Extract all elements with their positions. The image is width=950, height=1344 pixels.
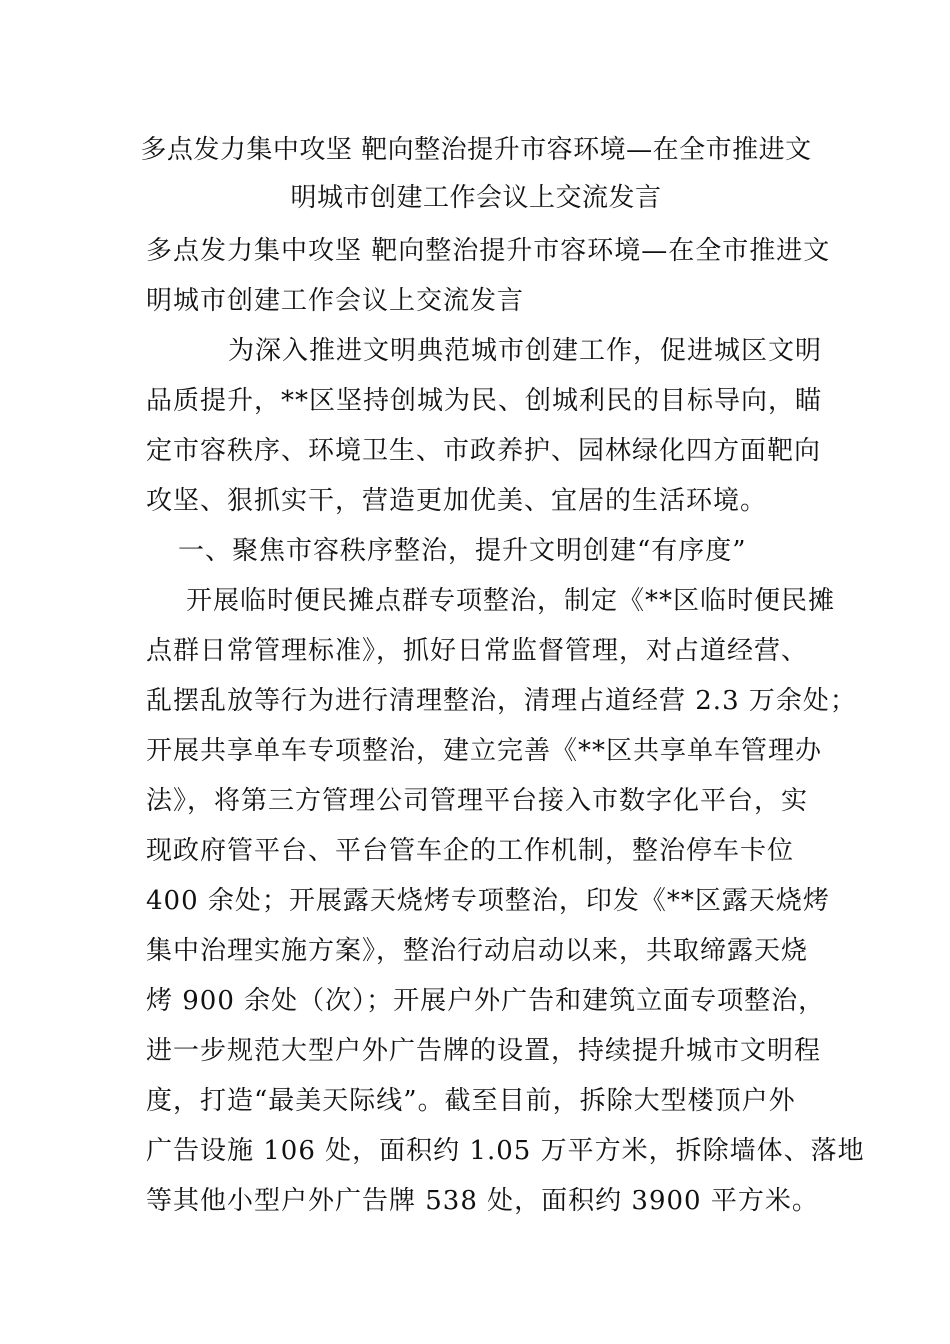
title-repeat-line: 多点发力集中攻坚 靶向整治提升市容环境—在全市推进文 [146, 236, 831, 266]
title-line: 多点发力集中攻坚 靶向整治提升市容环境—在全市推进文 [140, 135, 812, 165]
intro-line: 为深入推进文明典范城市创建工作，促进城区文明 [228, 336, 823, 366]
paragraph-line: 度，打造“最美天际线”。截至目前，拆除大型楼顶户外 [146, 1086, 796, 1116]
section-heading: 一、聚焦市容秩序整治，提升文明创建“有序度” [178, 536, 747, 566]
document-title [140, 126, 812, 222]
title-line: 明城市创建工作会议上交流发言 [290, 183, 662, 213]
paragraph-line: 集中治理实施方案》，整治行动启动以来，共取缔露天烧 [146, 936, 809, 966]
document-body [146, 226, 865, 1226]
title-repeat-line: 明城市创建工作会议上交流发言 [146, 286, 525, 316]
intro-line: 定市容秩序、环境卫生、市政养护、园林绿化四方面靶向 [146, 436, 822, 466]
paragraph-line: 400 余处；开展露天烧烤专项整治，印发《**区露天烧烤 [146, 886, 830, 916]
paragraph-line: 开展临时便民摊点群专项整治，制定《**区临时便民摊 [186, 586, 836, 616]
paragraph-line: 法》，将第三方管理公司管理平台接入市数字化平台，实 [146, 786, 809, 816]
paragraph-line: 现政府管平台、平台管车企的工作机制，整治停车卡位 [146, 836, 795, 866]
intro-line: 品质提升，**区坚持创城为民、创城利民的目标导向，瞄 [146, 386, 823, 416]
paragraph-line: 烤 900 余处（次）；开展户外广告和建筑立面专项整治， [146, 986, 826, 1016]
paragraph-line: 等其他小型户外广告牌 538 处，面积约 3900 平方米。 [146, 1186, 819, 1216]
intro-line: 攻坚、狠抓实干，营造更加优美、宜居的生活环境。 [146, 486, 768, 516]
paragraph-line: 乱摆乱放等行为进行清理整治，清理占道经营 2.3 万余处； [146, 686, 857, 716]
paragraph-line: 点群日常管理标准》，抓好日常监督管理，对占道经营、 [146, 636, 809, 666]
paragraph-line: 开展共享单车专项整治，建立完善《**区共享单车管理办 [146, 736, 823, 766]
paragraph-line: 广告设施 106 处，面积约 1.05 万平方米，拆除墙体、落地 [146, 1136, 865, 1166]
paragraph-line: 进一步规范大型户外广告牌的设置，持续提升城市文明程 [146, 1036, 822, 1066]
